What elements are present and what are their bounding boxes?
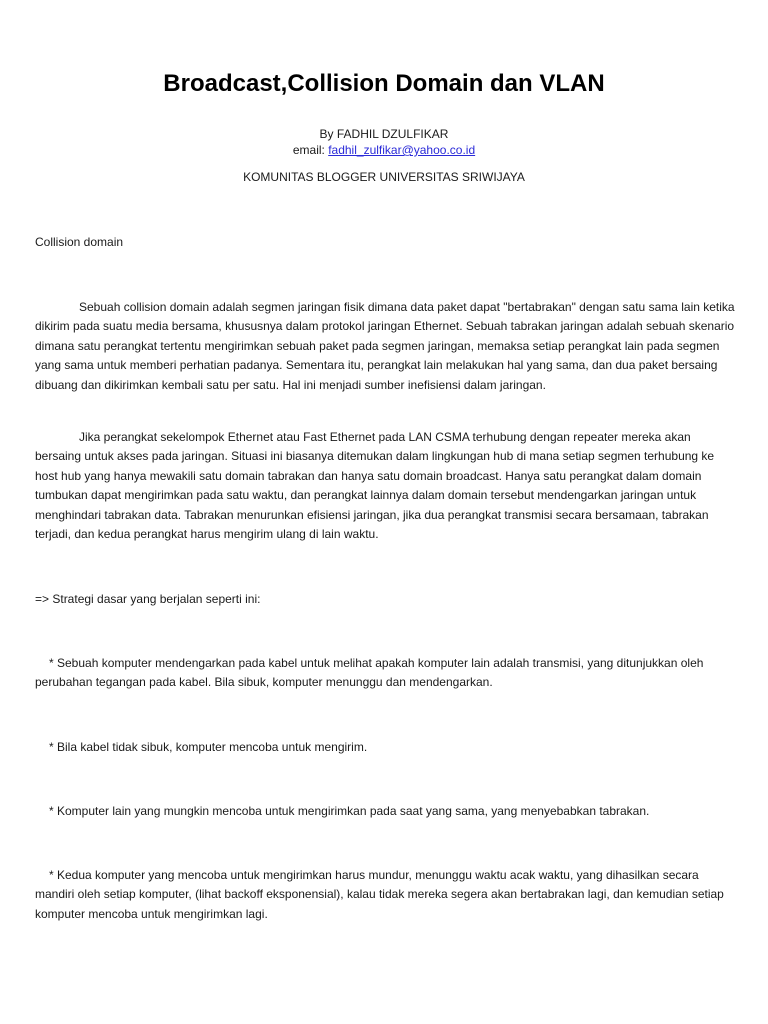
section-heading: Collision domain (35, 235, 124, 249)
page-title: Broadcast,Collision Domain dan VLAN (163, 70, 605, 97)
bullet-item-1: * Sebuah komputer mendengarkan pada kabel untuk melihat apakah komputer lain adalah transmisi, yang ditunjukkan oleh perubahan tegangan pada kabel. Bila sibuk, komputer menunggu dan mendengarkan. (35, 656, 704, 690)
email-link[interactable]: fadhil_zulfikar@yahoo.co.id (328, 143, 476, 157)
email-label: email: (292, 143, 329, 157)
paragraph-2: Jika perangkat sekelompok Ethernet atau Fast Ethernet pada LAN CSMA terhubung dengan repeater mereka akan bersaing untuk akses pada jaringan. Situasi ini biasanya ditemukan dalam lingkungan hub di mana setiap segmen terhubung ke host hub yang hanya mewakili satu domain tabrakan dan hanya satu domain broadcast. Hanya satu perangkat dalam domain tumbukan dapat mengirimkan pada satu waktu, dan perangkat lainnya dalam domain tersebut mendengarkan jaringan untuk menghindari tabrakan data. Tabrakan menurunkan efisiensi jaringan, jika dua perangkat transmisi secara bersamaan, tabrakan terjadi, dan kedua perangkat harus mengirim ulang di lain waktu. (35, 430, 715, 542)
bullet-item-2: * Bila kabel tidak sibuk, komputer mencoba untuk mengirim. (49, 740, 368, 754)
bullet-item-3: * Komputer lain yang mungkin mencoba untuk mengirimkan pada saat yang sama, yang menyebabkan tabrakan. (49, 804, 650, 818)
community-name: KOMUNITAS BLOGGER UNIVERSITAS SRIWIJAYA (243, 170, 525, 184)
bullet-item-4: * Kedua komputer yang mencoba untuk mengirimkan harus mundur, menunggu waktu acak waktu, yang dihasilkan secara mandiri oleh setiap komputer, (lihat backoff eksponensial), kalau tidak mereka segera akan bertabrakan lagi, dan kemudian setiap komputer mencoba untuk mengirimkan lagi. (35, 868, 724, 921)
strategy-intro: => Strategi dasar yang berjalan seperti ini: (35, 592, 261, 606)
author-byline: By FADHIL DZULFIKAR (319, 127, 449, 141)
email-line (0, 142, 768, 158)
paragraph-1: Sebuah collision domain adalah segmen jaringan fisik dimana data paket dapat "bertabrakan" dengan satu sama lain ketika dikirim pada suatu media bersama, khususnya dalam protokol jaringan Ethernet. Sebuah tabrakan jaringan adalah sebuah skenario dimana satu perangkat tertentu mengirimkan sebuah paket pada segmen jaringan, memaksa setiap perangkat lain pada segmen yang sama untuk memberi perhatian padanya. Sementara itu, perangkat lain melakukan hal yang sama, dan dua paket bersaing dibuang dan dikirimkan kembali satu per satu. Hal ini menjadi sumber inefisiensi dalam jaringan. (35, 300, 735, 392)
